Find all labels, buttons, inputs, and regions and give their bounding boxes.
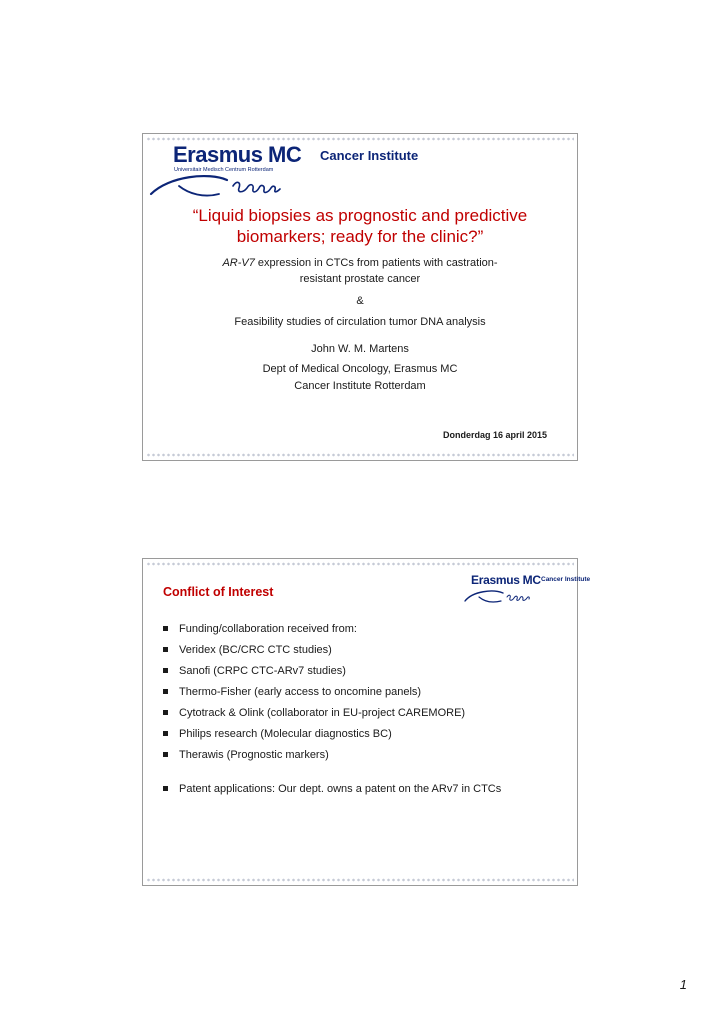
feasibility-line: Feasibility studies of circulation tumor DNA analysis xyxy=(234,316,486,328)
author-name: John W. M. Martens xyxy=(311,343,409,355)
presentation-subtitle xyxy=(163,255,557,287)
list-item: Cytotrack & Olink (collaborator in EU-project CAREMORE) xyxy=(163,706,567,720)
bullet-square-icon xyxy=(163,647,168,652)
page-number: 1 xyxy=(679,977,687,992)
bullet-square-icon xyxy=(163,668,168,673)
erasmus-signature-icon xyxy=(149,164,299,202)
dotted-border-top xyxy=(146,137,574,141)
bullet-square-icon xyxy=(163,786,168,791)
erasmus-mc-logo-small: Erasmus MC xyxy=(471,573,541,587)
cancer-institute-label-small: Cancer Institute xyxy=(541,576,591,583)
list-item: Therawis (Prognostic markers) xyxy=(163,748,567,762)
list-item: Sanofi (CRPC CTC-ARv7 studies) xyxy=(163,664,567,678)
subtitle-line-2: resistant prostate cancer xyxy=(299,273,421,285)
list-item: Philips research (Molecular diagnostics BC) xyxy=(163,727,567,741)
department-line-1: Dept of Medical Oncology, Erasmus MC xyxy=(262,363,458,375)
presentation-date: Donderdag 16 april 2015 xyxy=(442,430,547,440)
title-slide xyxy=(142,133,578,461)
erasmus-mc-logo-subtitle: Universitair Medisch Centrum Rotterdam xyxy=(174,167,274,173)
subtitle-line-1-rest: expression in CTCs from patients with castration- xyxy=(254,257,498,269)
bullet-square-icon xyxy=(163,731,168,736)
slide-title: Conflict of Interest xyxy=(163,585,274,599)
bullet-square-icon xyxy=(163,752,168,757)
bullet-square-icon xyxy=(163,689,168,694)
bullet-square-icon xyxy=(163,710,168,715)
dotted-border-bottom xyxy=(146,878,574,882)
erasmus-mc-logo: Erasmus MC xyxy=(173,142,302,167)
bullet-list xyxy=(163,622,567,803)
dotted-border-bottom xyxy=(146,453,574,457)
list-item: Funding/collaboration received from: xyxy=(163,622,567,636)
list-item: Thermo-Fisher (early access to oncomine panels) xyxy=(163,685,567,699)
dotted-border-top xyxy=(146,562,574,566)
title-line-1: “Liquid biopsies as prognostic and predictive xyxy=(192,206,528,225)
ampersand: & xyxy=(356,295,364,307)
presentation-title xyxy=(153,205,567,247)
bullet-square-icon xyxy=(163,626,168,631)
subtitle-gene-name: AR-V7 xyxy=(222,257,255,269)
conflict-of-interest-slide xyxy=(142,558,591,886)
subtitle-line-1 xyxy=(163,255,557,271)
erasmus-signature-icon-small xyxy=(463,585,543,605)
cancer-institute-label: Cancer Institute xyxy=(320,148,419,163)
list-item: Veridex (BC/CRC CTC studies) xyxy=(163,643,567,657)
title-line-2: biomarkers; ready for the clinic?” xyxy=(236,227,484,246)
list-item: Patent applications: Our dept. owns a patent on the ARv7 in CTCs xyxy=(163,782,567,796)
department-line-2: Cancer Institute Rotterdam xyxy=(294,380,426,392)
